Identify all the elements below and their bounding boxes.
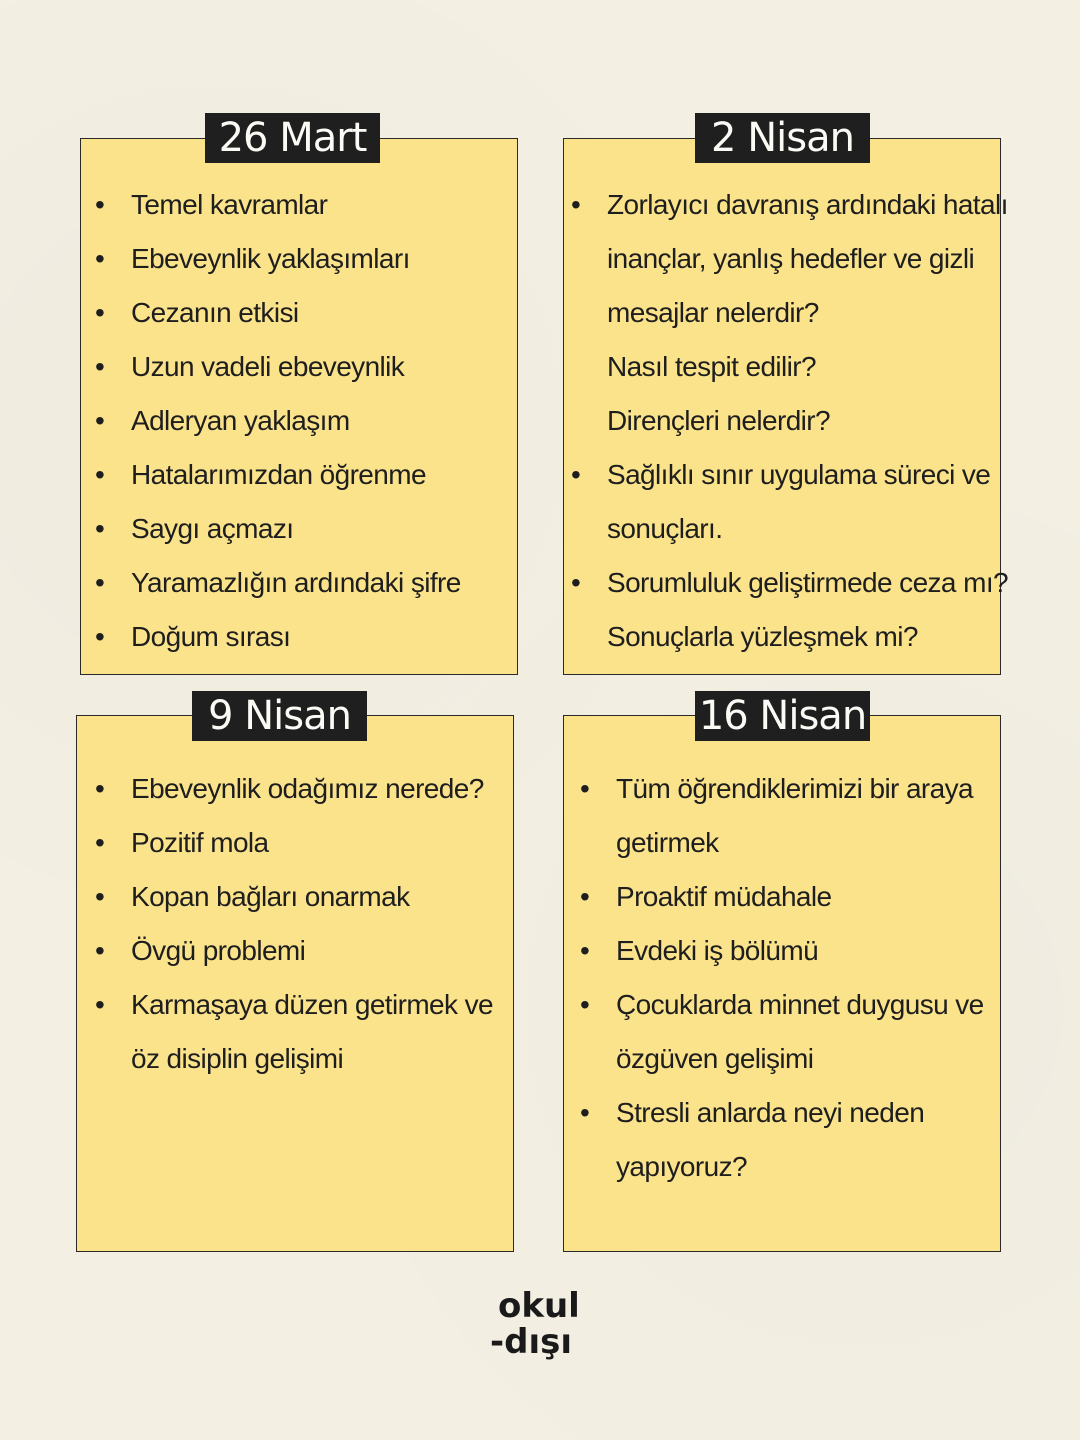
- topic-item: [95, 870, 510, 924]
- bullet-icon: •: [580, 935, 590, 966]
- date-tag-9-nisan: 9 Nisan: [192, 691, 367, 741]
- bullet-icon: •: [95, 567, 105, 598]
- topic-text-line: Saygı açmazı: [131, 513, 294, 544]
- topic-list-2-nisan: [571, 178, 1008, 664]
- bullet-icon: •: [95, 189, 105, 220]
- topic-text-line: Çocuklarda minnet duygusu ve: [616, 989, 984, 1020]
- topic-list-26-mart: [95, 178, 510, 664]
- topic-text-line: Evdeki iş bölümü: [616, 935, 819, 966]
- topic-item: [95, 286, 510, 340]
- bullet-icon: •: [571, 189, 581, 220]
- bullet-icon: •: [580, 1097, 590, 1128]
- topic-list-9-nisan: [95, 762, 510, 1086]
- topic-item: [95, 502, 510, 556]
- topic-text-line: Hatalarımızdan öğrenme: [131, 459, 426, 490]
- bullet-icon: •: [95, 459, 105, 490]
- topic-item: [95, 232, 510, 286]
- topic-text-line: Sorumluluk geliştirmede ceza mı?: [607, 567, 1008, 598]
- topic-text-line: Pozitif mola: [131, 827, 269, 858]
- bullet-icon: •: [95, 621, 105, 652]
- topic-text-line: Uzun vadeli ebeveynlik: [131, 351, 405, 382]
- topic-text-line: Sağlıklı sınır uygulama süreci ve: [607, 459, 991, 490]
- bullet-icon: •: [95, 935, 105, 966]
- bullet-icon: •: [580, 773, 590, 804]
- bullet-icon: •: [95, 297, 105, 328]
- date-tag-26-mart: 26 Mart: [205, 113, 380, 163]
- topic-text-line: Stresli anlarda neyi neden: [616, 1097, 925, 1128]
- topic-text-line: Nasıl tespit edilir?: [607, 351, 816, 382]
- topic-item: [95, 394, 510, 448]
- logo-line-1: okul: [498, 1286, 580, 1326]
- topic-text-line: Tüm öğrendiklerimizi bir araya: [616, 773, 974, 804]
- topic-text-line: Karmaşaya düzen getirmek ve: [131, 989, 493, 1020]
- topic-text-line: sonuçları.: [607, 513, 723, 544]
- date-tag-16-nisan: 16 Nisan: [695, 691, 870, 741]
- bullet-icon: •: [95, 827, 105, 858]
- topic-item: [580, 978, 995, 1086]
- topic-item: [571, 448, 999, 556]
- topic-text-line: Dirençleri nelerdir?: [607, 405, 830, 436]
- topic-text-line: Kopan bağları onarmak: [131, 881, 410, 912]
- topic-item: [95, 448, 510, 502]
- topic-text-line: yapıyoruz?: [616, 1151, 747, 1182]
- topic-item: [571, 178, 1008, 448]
- topic-text-line: Sonuçlarla yüzleşmek mi?: [607, 621, 918, 652]
- topic-text-line: getirmek: [616, 827, 719, 858]
- topic-item: [580, 762, 995, 870]
- topic-item: [95, 556, 510, 610]
- topic-item: [95, 178, 510, 232]
- topic-text-line: mesajlar nelerdir?: [607, 297, 819, 328]
- okul-disi-logo: [490, 1288, 600, 1360]
- topic-item: [95, 340, 510, 394]
- bullet-icon: •: [571, 567, 581, 598]
- bullet-icon: •: [95, 989, 105, 1020]
- topic-text-line: Ebeveynlik yaklaşımları: [131, 243, 410, 274]
- bullet-icon: •: [95, 243, 105, 274]
- topic-text-line: öz disiplin gelişimi: [131, 1043, 344, 1074]
- topic-text-line: inançlar, yanlış hedefler ve gizli: [607, 243, 975, 274]
- bullet-icon: •: [95, 881, 105, 912]
- topic-list-16-nisan: [580, 762, 995, 1194]
- topic-text-line: Temel kavramlar: [131, 189, 328, 220]
- topic-item: [95, 978, 510, 1086]
- bullet-icon: •: [571, 459, 581, 490]
- topic-text-line: Zorlayıcı davranış ardındaki hatalı: [607, 189, 1008, 220]
- topic-item: [580, 924, 995, 978]
- bullet-icon: •: [95, 773, 105, 804]
- topic-text-line: Cezanın etkisi: [131, 297, 299, 328]
- bullet-icon: •: [95, 405, 105, 436]
- logo-line-2: -dışı: [490, 1322, 572, 1362]
- bullet-icon: •: [580, 881, 590, 912]
- topic-item: [580, 1086, 995, 1194]
- topic-text-line: Yaramazlığın ardındaki şifre: [131, 567, 461, 598]
- topic-item: [571, 556, 1008, 664]
- bullet-icon: •: [580, 989, 590, 1020]
- topic-text-line: Doğum sırası: [131, 621, 291, 652]
- topic-item: [95, 924, 510, 978]
- topic-text-line: Proaktif müdahale: [616, 881, 832, 912]
- topic-item: [95, 762, 510, 816]
- bullet-icon: •: [95, 351, 105, 382]
- topic-text-line: Ebeveynlik odağımız nerede?: [131, 773, 484, 804]
- topic-item: [95, 610, 510, 664]
- bullet-icon: •: [95, 513, 105, 544]
- topic-item: [580, 870, 995, 924]
- topic-item: [95, 816, 510, 870]
- topic-text-line: Övgü problemi: [131, 935, 306, 966]
- topic-text-line: özgüven gelişimi: [616, 1043, 814, 1074]
- date-tag-2-nisan: 2 Nisan: [695, 113, 870, 163]
- topic-text-line: Adleryan yaklaşım: [131, 405, 350, 436]
